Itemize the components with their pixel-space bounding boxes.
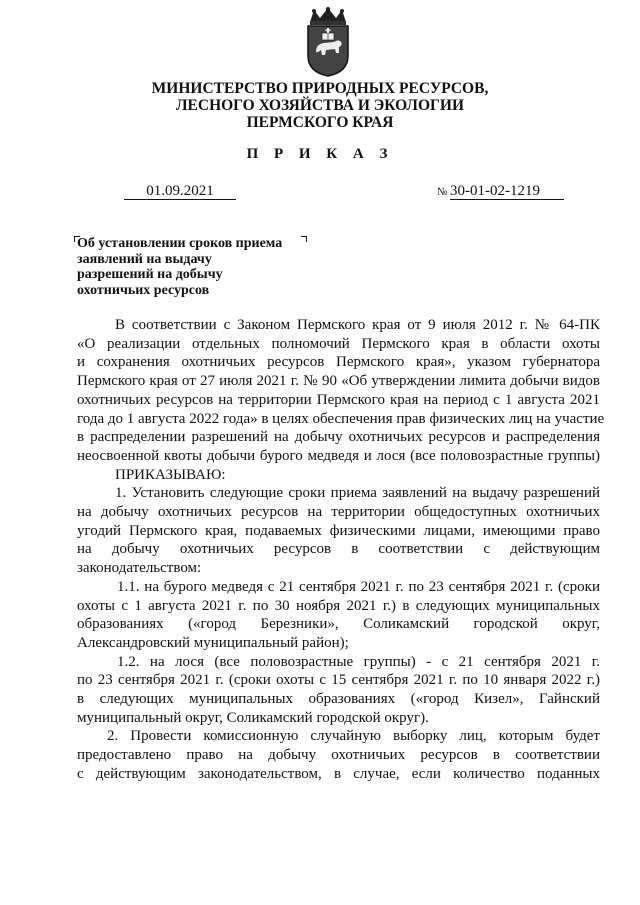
text-line: 2. Провести комиссионную случайную выборку лиц, которым будет — [107, 728, 600, 745]
text-line: «О реализации отдельных полномочий Пермского края в области охоты — [77, 335, 600, 352]
text-line: предоставлено право на добычу охотничьих ресурсов в соответствии — [77, 747, 600, 764]
text-line: 1.2. на лося (все половозрастные группы) - с 21 сентября 2021 г. — [117, 653, 600, 670]
text-line: Александровский муниципальный район); — [77, 634, 349, 651]
item-1-2-paragraph — [77, 653, 600, 728]
text-line: угодий Пермского края, подаваемых физическими лицами, имеющими право — [77, 522, 600, 539]
ministry-name-line-1: МИНИСТЕРСТВО ПРИРОДНЫХ РЕСУРСОВ, — [151, 80, 489, 97]
text-line: 1.1. на бурого медведя с 21 сентября 2021 г. по 23 сентября 2021 г. (сроки — [117, 578, 600, 595]
order-word: ПРИКАЗЫВАЮ: — [115, 466, 226, 483]
text-line: года до 1 августа 2022 года» в целях обеспечения прав физических лиц на участие — [77, 410, 605, 427]
text-line: 1. Установить следующие сроки приема заявлений на выдачу разрешений — [115, 485, 600, 502]
text-line: охотничьих ресурсов на территории Пермского края на период с 1 августа 2021 — [77, 391, 600, 408]
item-1-paragraph — [77, 484, 600, 578]
text-line: и сохранения охотничьих ресурсов Пермского края», указом губернатора — [77, 354, 600, 371]
subject-line: охотничьих ресурсов — [77, 282, 210, 298]
text-line: по 23 сентября 2021 г. (сроки охоты с 15 сентября 2021 г. по 10 января 2022 г.) — [77, 672, 600, 689]
text-line: охоты с 1 августа 2021 г. по 30 ноября 2021 г.) в следующих муниципальных — [77, 597, 600, 614]
ministry-name-line-2: ЛЕСНОГО ХОЗЯЙСТВА И ЭКОЛОГИИ — [175, 97, 465, 114]
text-line: В соответствии с Законом Пермского края от 9 июля 2012 г. № 64-ПК — [115, 317, 600, 333]
text-line: неосвоенной квоты добычи бурого медведя и лося (все половозрастные группы) — [77, 447, 600, 464]
text-line: на добычу охотничьих ресурсов на территории общедоступных охотничьих — [77, 504, 600, 521]
text-line: Пермского края от 27 июля 2021 г. № 90 «Об утверждении лимита добычи видов — [77, 373, 600, 390]
text-line: с действующим законодательством, в случае, если количество поданных — [77, 765, 600, 782]
item-2-paragraph — [77, 727, 600, 783]
item-1-1-paragraph — [77, 578, 600, 653]
order-body — [77, 316, 605, 784]
subject-line: Об установлении сроков приема — [77, 236, 283, 251]
subject-line: разрешений на добычу — [77, 267, 223, 282]
text-line: образованиях («город Березники», Соликамский городской округ, — [77, 616, 600, 633]
text-line: муниципальный округ, Соликамский городской округ). — [77, 709, 429, 726]
order-number-prefix: № — [437, 186, 448, 198]
text-line: на добычу охотничьих ресурсов в соответствии с действующим — [77, 541, 600, 558]
text-line: в распределении разрешений на добычу охотничьих ресурсов и распределения — [77, 429, 600, 446]
order-word-paragraph — [77, 466, 600, 485]
ministry-name-line-3: ПЕРМСКОГО КРАЯ — [246, 114, 394, 131]
document-type-title: П Р И К А З — [246, 146, 394, 162]
coat-of-arms-emblem — [302, 6, 354, 78]
order-number: 30-01-02-1219 — [450, 183, 564, 200]
text-line: в следующих муниципальных образованиях («город Кизел», Гайнский — [77, 691, 600, 708]
order-subject — [77, 236, 317, 298]
preamble-paragraph — [77, 316, 605, 466]
subject-line: заявлений на выдачу — [77, 251, 212, 267]
text-line: законодательством: — [77, 560, 202, 577]
order-date: 01.09.2021 — [124, 183, 236, 200]
